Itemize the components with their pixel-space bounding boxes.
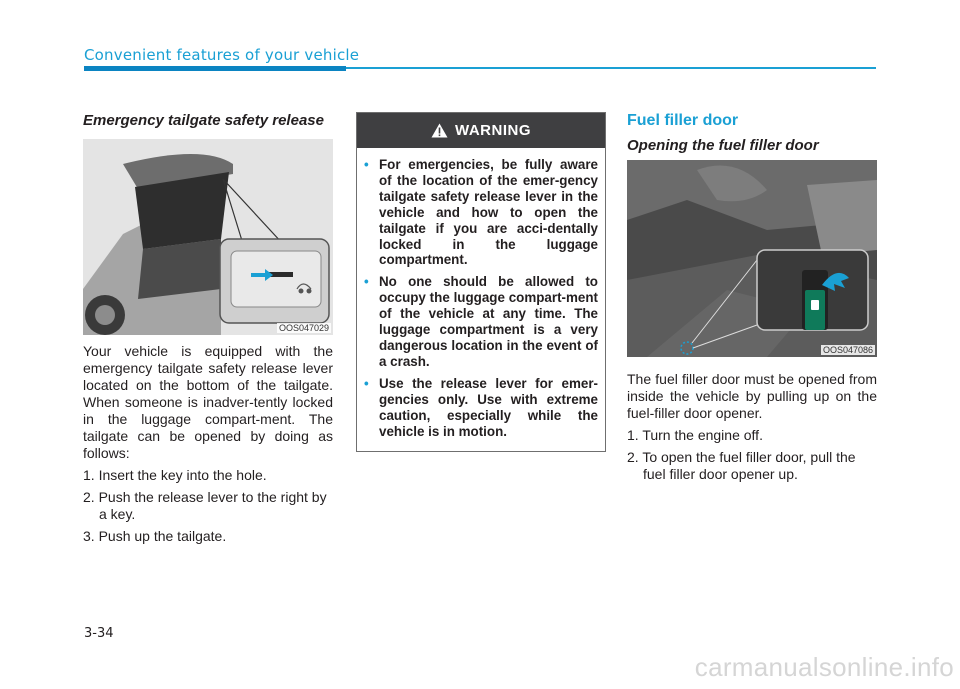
bullet-icon: • (364, 375, 369, 391)
warning-icon (431, 123, 448, 138)
section-header: Convenient features of your vehicle (84, 46, 360, 64)
bullet-icon: • (364, 157, 369, 172)
tailgate-photo (83, 139, 333, 335)
tailgate-image-code: OOS047029 (278, 323, 329, 333)
left-column (83, 112, 333, 550)
list-item: 2. To open the fuel filler door, pull the fuel filler door opener up. (627, 449, 856, 482)
tailgate-steps (83, 467, 333, 545)
warning-item (364, 157, 598, 268)
fuel-door-section-title: Fuel filler door (627, 112, 739, 129)
warning-item-text: Use the release lever for emer-gencies only. Use with extreme caution, especially while the vehicle is in motion. (379, 375, 598, 439)
header-rule-light (346, 67, 876, 69)
warning-item (364, 274, 598, 369)
fuel-door-illustration (627, 160, 877, 357)
warning-item (364, 376, 598, 440)
warning-item-text: No one should be allowed to occupy the luggage compart-ment of the vehicle at any time. The luggage compartment is a very dangerous location in the event of a crash. (379, 274, 598, 369)
warning-box (356, 112, 606, 452)
warning-item-text: For emergencies, be fully aware of the location of the emer-gency tailgate safety release lever in the vehicle and how to open the tailgate if you are acci-dentally locked in the luggage compartment. (379, 157, 598, 268)
fuel-door-subheading: Opening the fuel filler door (627, 137, 819, 154)
warning-title: WARNING (455, 122, 531, 139)
right-column (627, 112, 877, 488)
warning-header (357, 113, 605, 148)
tailgate-release-heading: Emergency tailgate safety release (83, 112, 324, 129)
warning-list (357, 148, 605, 439)
list-item: 2. Push the release lever to the right by a key. (83, 489, 327, 522)
bullet-icon: • (364, 274, 369, 290)
page-number: 3-34 (84, 626, 114, 641)
fuel-door-steps (627, 427, 877, 483)
fuel-door-photo (627, 160, 877, 357)
list-item: 1. Turn the engine off. (627, 427, 763, 443)
header-rule-dark (84, 66, 346, 71)
fuel-door-paragraph: The fuel filler door must be opened from inside the vehicle by pulling up on the fuel-filler door opener. (627, 371, 877, 421)
tailgate-illustration (83, 139, 333, 335)
tailgate-paragraph: Your vehicle is equipped with the emergency tailgate safety release lever located on the bottom of the tailgate. When someone is inadver-tently locked in the luggage compart-ment. The tailgate can be opened by doing as follows: (83, 343, 333, 461)
list-item: 1. Insert the key into the hole. (83, 467, 267, 483)
fuel-door-image-code: OOS047086 (822, 345, 873, 355)
watermark-text: carmanualsonline.info (694, 652, 954, 682)
list-item: 3. Push up the tailgate. (83, 528, 227, 544)
